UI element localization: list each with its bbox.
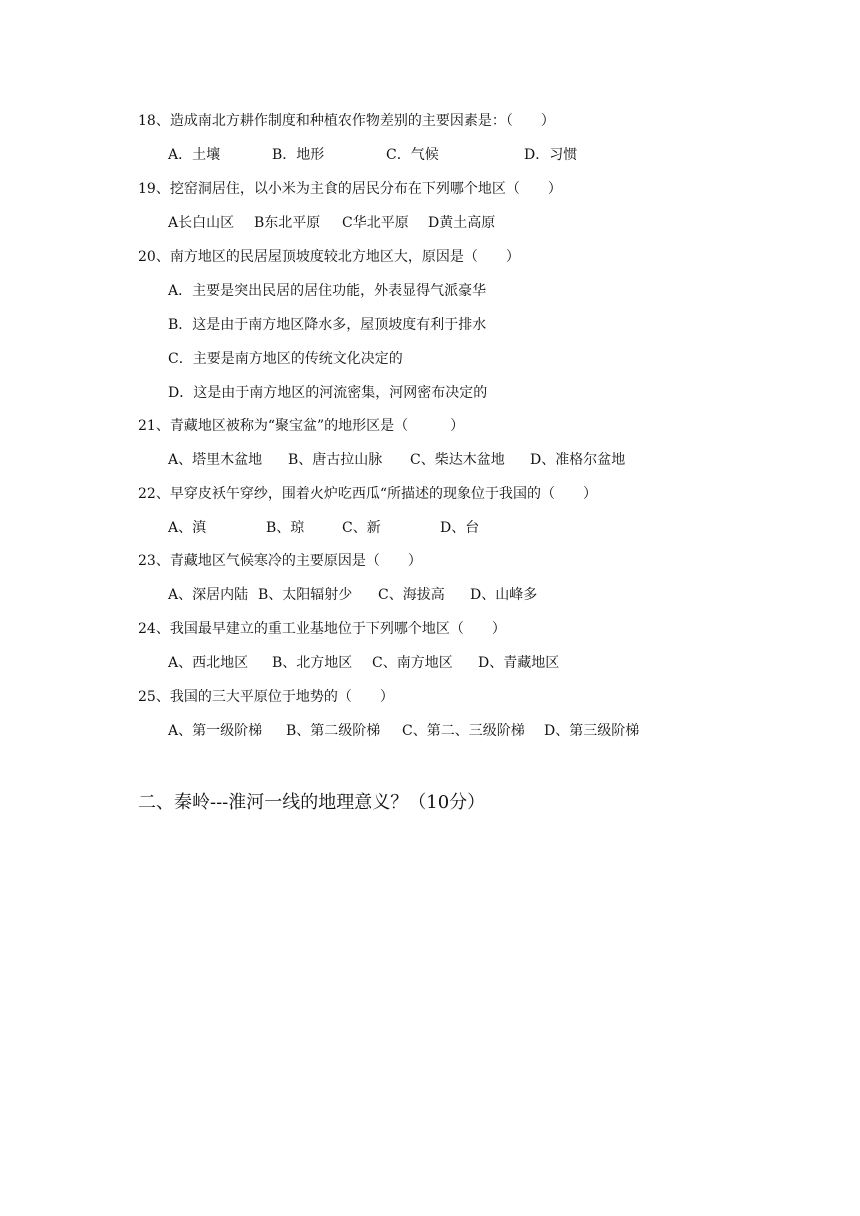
question-23-stem: 23、青藏地区气候寒冷的主要原因是（ ） xyxy=(138,553,422,569)
question-18-option-c: C．气候 xyxy=(386,147,439,163)
question-24-option-c: C、南方地区 xyxy=(372,655,453,671)
question-20-option-d: D．这是由于南方地区的河流密集，河网密布决定的 xyxy=(168,385,488,401)
question-25-stem: 25、我国的三大平原位于地势的（ ） xyxy=(138,689,394,705)
question-23-option-b: B、太阳辐射少 xyxy=(258,587,353,603)
question-18-option-a: A．土壤 xyxy=(168,147,221,163)
question-25-option-a: A、第一级阶梯 xyxy=(168,723,263,739)
question-19-option-a: A长白山区 xyxy=(168,215,235,231)
question-19-option-b: B东北平原 xyxy=(254,215,321,231)
question-25-option-d: D、第三级阶梯 xyxy=(544,723,640,739)
question-25-option-b: B、第二级阶梯 xyxy=(286,723,381,739)
question-22-option-c: C、新 xyxy=(342,520,381,536)
question-23-option-d: D、山峰多 xyxy=(470,587,538,603)
section-2-title: 二、秦岭---淮河一线的地理意义？（10分） xyxy=(138,792,486,813)
question-24-option-d: D、青藏地区 xyxy=(478,655,560,671)
question-19-stem: 19、挖窑洞居住，以小米为主食的居民分布在下列哪个地区（ ） xyxy=(138,181,562,197)
question-25-option-c: C、第二、三级阶梯 xyxy=(402,723,525,739)
question-21-option-a: A、塔里木盆地 xyxy=(168,452,263,468)
question-21-option-d: D、准格尔盆地 xyxy=(530,452,626,468)
question-20-stem: 20、南方地区的民居屋顶坡度较北方地区大，原因是（ ） xyxy=(138,249,520,265)
question-19-option-c: C华北平原 xyxy=(342,215,409,231)
question-18-option-b: B．地形 xyxy=(272,147,325,163)
question-22-option-b: B、琼 xyxy=(266,520,305,536)
question-23-option-a: A、深居内陆 xyxy=(168,587,249,603)
question-20-option-a: A．主要是突出民居的居住功能，外表显得气派豪华 xyxy=(168,283,487,299)
question-21-stem: 21、青藏地区被称为“聚宝盆”的地形区是（ ） xyxy=(138,418,465,434)
question-18-option-d: D．习惯 xyxy=(524,147,578,163)
question-20-option-c: C．主要是南方地区的传统文化决定的 xyxy=(168,351,403,367)
question-20-option-b: B．这是由于南方地区降水多，屋顶坡度有利于排水 xyxy=(168,317,487,333)
question-21-option-b: B、唐古拉山脉 xyxy=(288,452,383,468)
question-24-option-a: A、西北地区 xyxy=(168,655,249,671)
question-22-stem: 22、早穿皮袄午穿纱，围着火炉吃西瓜“所描述的现象位于我国的（ ） xyxy=(138,486,597,502)
question-22-option-d: D、台 xyxy=(440,520,480,536)
question-22-option-a: A、滇 xyxy=(168,520,207,536)
question-24-option-b: B、北方地区 xyxy=(272,655,353,671)
question-21-option-c: C、柴达木盆地 xyxy=(410,452,505,468)
question-19-option-d: D黄土高原 xyxy=(428,215,496,231)
question-18-stem: 18、造成南北方耕作制度和种植农作物差别的主要因素是：（ ） xyxy=(138,113,555,129)
question-24-stem: 24、我国最早建立的重工业基地位于下列哪个地区（ ） xyxy=(138,621,506,637)
question-23-option-c: C、海拔高 xyxy=(378,587,445,603)
